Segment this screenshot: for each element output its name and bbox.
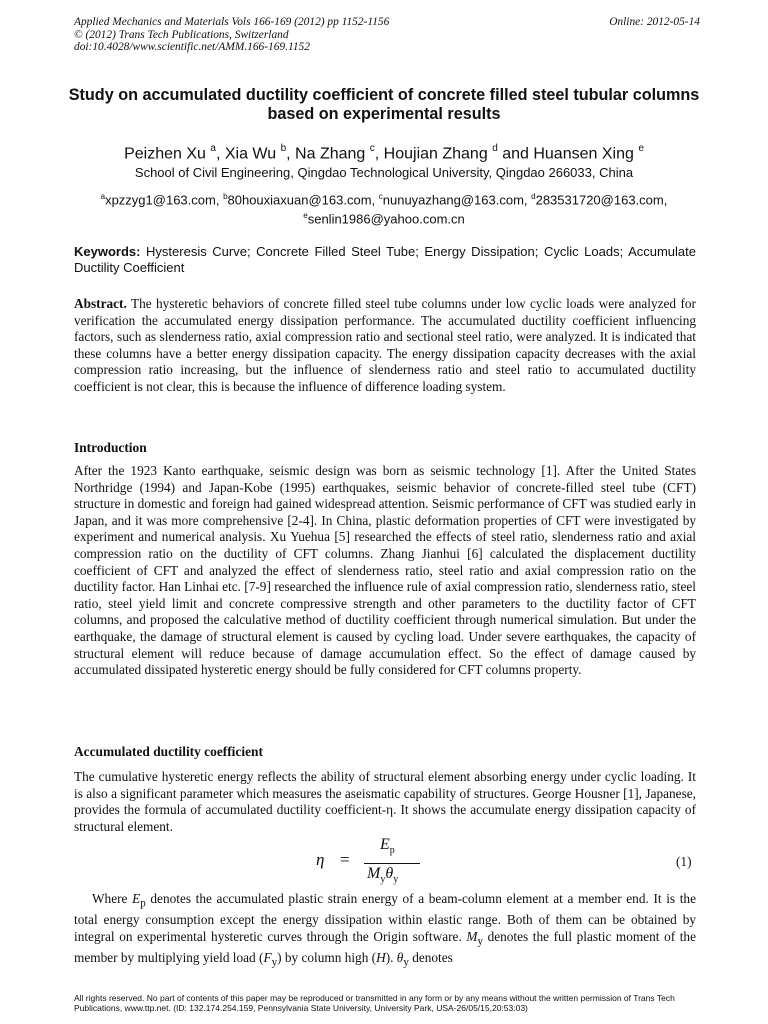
journal-header	[74, 16, 389, 54]
where-text: ) by column high (	[277, 950, 377, 966]
var-ep: E	[132, 891, 141, 906]
var-ep-sub: p	[140, 897, 146, 910]
email-sup: a	[100, 192, 106, 201]
online-date: Online: 2012-05-14	[609, 16, 700, 28]
author-sup: b	[280, 143, 287, 154]
affiliation: School of Civil Engineering, Qingdao Technological University, Qingdao 266033, China	[134, 165, 634, 180]
doi-line: doi:10.4028/www.scientific.net/AMM.166-169.1152	[74, 41, 310, 53]
equation-numerator	[380, 836, 395, 856]
where-text: ).	[385, 950, 397, 966]
author-name: Xia Wu	[224, 145, 277, 163]
author-name: Houjian Zhang	[383, 145, 488, 163]
equation-lhs: η	[316, 850, 325, 869]
denominator-m-subscript: y	[380, 874, 386, 886]
equation-equals: =	[340, 850, 350, 869]
var-my: M	[466, 928, 478, 944]
equation-1	[300, 836, 700, 892]
email-sup: e	[303, 210, 308, 220]
numerator-symbol: E	[380, 836, 390, 853]
keywords-text: Hysteresis Curve; Concrete Filled Steel Tube; Energy Dissipation; Cyclic Loads; Accumulate Ductility Coefficient	[74, 244, 696, 275]
where-text: denotes	[408, 950, 453, 966]
author-sup: a	[210, 143, 216, 154]
author-name: Huansen Xing	[533, 145, 634, 163]
email-sup: c	[378, 192, 383, 201]
fraction-bar	[364, 863, 420, 864]
where-paragraph	[74, 891, 696, 971]
author-sup: d	[492, 143, 498, 154]
equation-denominator	[367, 865, 398, 885]
introduction-heading: Introduction	[74, 440, 147, 455]
email-sup: d	[531, 192, 536, 201]
numerator-subscript: p	[389, 845, 395, 857]
var-my-sub: y	[477, 935, 483, 948]
author-sup: e	[638, 143, 644, 154]
abstract-text: The hysteretic behaviors of concrete filled steel tube columns under low cyclic loads were analyzed for verification the accumulated energy dissipation performance. The accumulated ductility coefficient influencing factors, such as slenderness ratio, axial compression ratio and sectional steel ratio, were analyzed. It is indicated that these columns have a better energy dissipation capacity. The energy dissipation capacity decreases with the axial compression ratio increasing, but the influence of slenderness ratio and steel ratio to accumulated ductility coefficient is not clear, this is because the influence of difference loading system.	[74, 296, 696, 394]
author-name: Peizhen Xu	[124, 145, 206, 163]
abstract-label: Abstract.	[74, 296, 127, 311]
where-text: Where	[92, 891, 133, 906]
author-name: Na Zhang	[295, 145, 366, 163]
author-sup: c	[369, 143, 375, 154]
copyright-line: © (2012) Trans Tech Publications, Switzerland	[74, 28, 289, 41]
denominator-theta: θ	[385, 865, 394, 882]
keywords-block	[74, 244, 696, 275]
var-theta-y: θ	[396, 950, 404, 966]
author-list: Peizhen Xu $^a$, Xia Wu $^b$, Na Zhang $^c$, Houjian Zhang $^d$ and Huansen Xing $^e$	[124, 143, 644, 163]
var-theta-y-sub: y	[403, 956, 409, 969]
var-h: H	[376, 950, 386, 966]
keywords-label: Keywords:	[74, 244, 141, 259]
rights-footer: All rights reserved. No part of contents of this paper may be reproduced or transmitted in any form or by any means without the written permission of Trans Tech Publications, www.ttp.net. (ID: 132.174.254.159, Pennsylvania State University, University Park, USA-26/05/15,20:53:03)	[74, 993, 675, 1013]
abstract-paragraph	[74, 296, 696, 396]
introduction-paragraph: After the 1923 Kanto earthquake, seismic design was born as seismic technology [1]. After the United States Northridge (1994) and Japan-Kobe (1995) earthquakes, seismic behavior of concrete-filled steel tube (CFT) structure in domestic and foreign had gained widespread attention. Seismic performance of CFT was studied early in Japan, and it was more comprehensive [2-4]. In China, plastic deformation properties of CFT were investigated by experiment and numerical analysis. Xu Yuehua [5] researched the effects of steel ratio, slenderness ratio and axial compression ratio on the ductility of CFT columns. Zhang Jianhui [6] calculated the displacement ductility coefficient of CFT and analyzed the effect of slenderness ratio, steel ratio and axial compression ratio on the ductility factor. Han Linhai etc. [7-9] researched the influence rule of axial compression ratio, slenderness ratio, steel ratio, steel yield limit and concrete compressive strength and other parameters to the ductility factor of CFT columns, and proposed the calculative method of ductility coefficient through numerical simulation. But under the earthquake, the damage of structural element is caused by cycling load. Under severe earthquakes, the capacity of structural element will reduce because of damage accumulation effect. So the effect of damage caused by accumulated dissipated hysteretic energy should be fully considered for CFT columns property.	[74, 463, 696, 678]
var-fy-sub: y	[271, 956, 278, 969]
equation-number: (1)	[676, 854, 692, 869]
email-list: $^a$xpzzyg1@163.com, $^b$80houxiaxuan@163.com, $^c$nunuyazhang@163.com, $^d$283531720@163.com, $^e$senlin1986@yahoo.com.cn	[100, 192, 668, 227]
where-text: denotes the accumulated plastic strain energy of a beam-column element at a member end. It is the total energy consumption except the energy dissipation within elastic range. Both of them can be obtained by integral on experimental hysteretic curves through the Origin software.	[74, 891, 696, 944]
denominator-theta-subscript: y	[393, 874, 399, 886]
denominator-m: M	[367, 865, 381, 882]
email-address: 283531720@163.com	[535, 192, 664, 208]
email-address: xpzzyg1@163.com	[105, 192, 216, 208]
paper-title: Study on accumulated ductility coefficient of concrete filled steel tubular columns based on experimental results	[68, 86, 700, 123]
email-address: nunuyazhang@163.com	[382, 192, 524, 208]
accumulated-heading: Accumulated ductility coefficient	[74, 744, 263, 759]
journal-citation: Applied Mechanics and Materials Vols 166-169 (2012) pp 1152-1156	[74, 16, 390, 28]
email-address: 80houxiaxuan@163.com	[227, 192, 372, 208]
var-fy: F	[263, 950, 272, 966]
accumulated-paragraph: The cumulative hysteretic energy reflects the ability of structural element absorbing energy under cyclic loading. It is also a significant parameter which measures the aseismatic capability of structures. George Housner [1], Japanese, provides the formula of accumulated ductility coefficient-η. It shows the accumulate energy dissipation capacity of structural element.	[74, 769, 696, 834]
email-sup: b	[223, 192, 228, 201]
where-text: denotes the full plastic moment of the member by multiplying yield load (	[74, 928, 696, 966]
email-address: senlin1986@yahoo.com.cn	[307, 211, 465, 227]
